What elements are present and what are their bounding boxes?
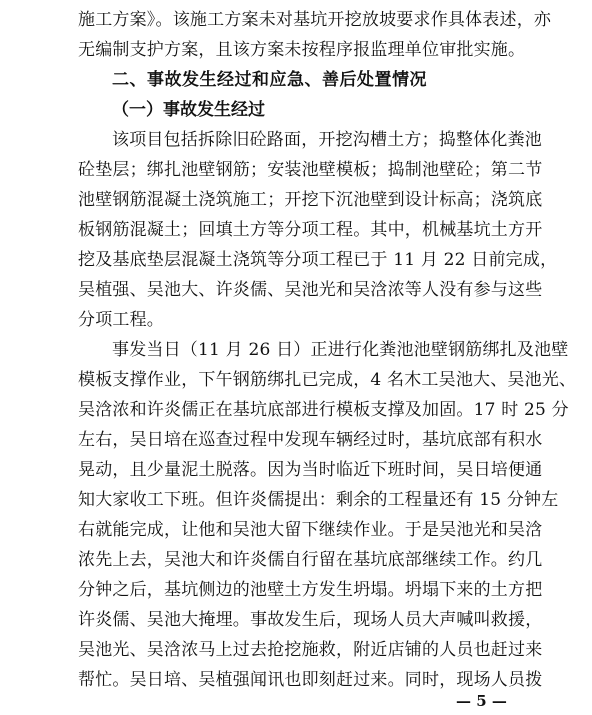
- paragraph2-line-6: 知大家收工下班。但许炎儒提出：剩余的工程量还有 15 分钟左: [78, 490, 559, 510]
- paragraph2-line-3: 吴浛浓和许炎儒正在基坑底部进行模板支撑及加固。17 时 25 分: [78, 400, 569, 420]
- paragraph2-line-10: 许炎儒、吴池大掩埋。事故发生后，现场人员大声喊叫救援，: [78, 610, 543, 630]
- paragraph2-line-2: 模板支撑作业，下午钢筋绑扎已完成，4 名木工吴池大、吴池光、: [78, 370, 577, 390]
- section-heading: 二、事故发生经过和应急、善后处置情况: [112, 70, 427, 90]
- intro-line-2: 无编制支护方案，且该方案未按程序报监理单位审批实施。: [78, 40, 526, 60]
- intro-line-1: 施工方案》。该施工方案未对基坑开挖放坡要求作具体表述，亦: [78, 10, 552, 30]
- paragraph2-line-1: 事发当日（11 月 26 日）正进行化粪池池壁钢筋绑扎及池壁: [112, 340, 569, 360]
- page-number: — 5 —: [456, 692, 507, 710]
- paragraph2-line-8: 浓先上去，吴池大和许炎儒自行留在基坑底部继续工作。约几: [78, 550, 543, 570]
- paragraph1-line-2: 砼垫层；绑扎池壁钢筋；安装池壁模板；捣制池壁砼；第二节: [78, 160, 543, 180]
- paragraph1-line-7: 分项工程。: [78, 310, 164, 330]
- paragraph2-line-4: 左右，吴日培在巡查过程中发现车辆经过时，基坑底部有积水: [78, 430, 543, 450]
- paragraph2-line-5: 晃动，且少量泥土脱落。因为当时临近下班时间，吴日培便通: [78, 460, 543, 480]
- paragraph2-line-7: 右就能完成，让他和吴池大留下继续作业。于是吴池光和吴浛: [78, 520, 543, 540]
- paragraph1-line-3: 池壁钢筋混凝土浇筑施工；开挖下沉池壁到设计标高；浇筑底: [78, 190, 543, 210]
- paragraph1-line-4: 板钢筋混凝土；回填土方等分项工程。其中，机械基坑土方开: [78, 220, 543, 240]
- paragraph2-line-9: 分钟之后，基坑侧边的池壁土方发生坍塌。坍塌下来的土方把: [78, 580, 543, 600]
- paragraph1-line-1: 该项目包括拆除旧砼路面，开挖沟槽土方；捣整体化粪池: [112, 130, 542, 150]
- paragraph2-line-12: 帮忙。吴日培、吴植强闻讯也即刻赶过来。同时，现场人员拨: [78, 670, 543, 690]
- subsection-heading: （一）事故发生经过: [112, 100, 265, 120]
- paragraph1-line-6: 吴植强、吴池大、许炎儒、吴池光和吴浛浓等人没有参与这些: [78, 280, 543, 300]
- paragraph1-line-5: 挖及基底垫层混凝土浇筑等分项工程已于 11 月 22 日前完成，: [78, 250, 558, 270]
- paragraph2-line-11: 吴池光、吴浛浓马上过去抢挖施救，附近店铺的人员也赶过来: [78, 640, 543, 660]
